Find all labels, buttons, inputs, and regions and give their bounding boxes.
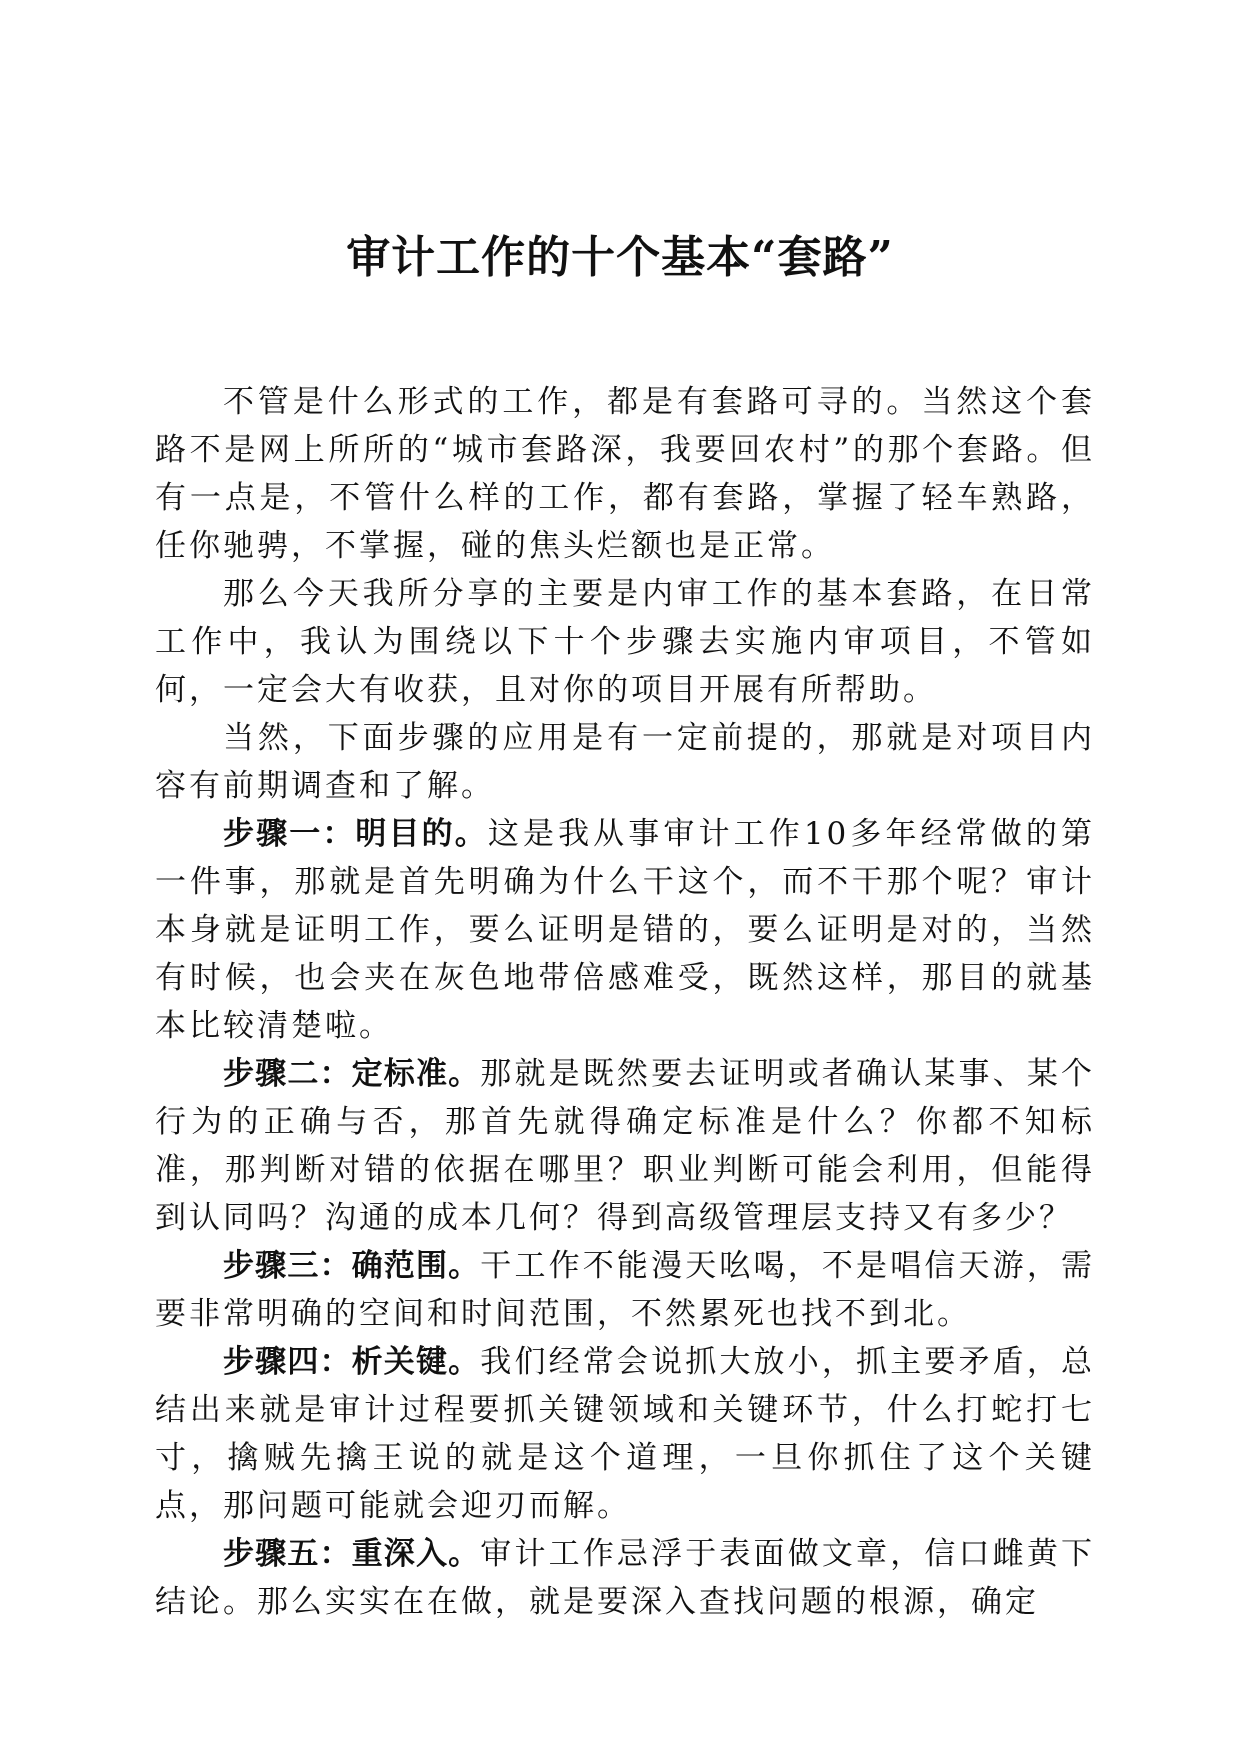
document-body <box>155 378 1095 1626</box>
step-paragraph-2 <box>155 1050 1095 1242</box>
step-label-3: 步骤三：确范围。 <box>223 1248 481 1284</box>
step-text-3: 干工作不能漫天吆喝，不是唱信天游，需要非常明确的空间和时间范围，不然累死也找不到北。 <box>155 1248 1095 1332</box>
step-label-4: 步骤四：析关键。 <box>223 1344 481 1380</box>
intro-paragraph-3: 当然，下面步骤的应用是有一定前提的，那就是对项目内容有前期调查和了解。 <box>155 720 1095 804</box>
step-paragraph-4 <box>155 1338 1095 1530</box>
step-paragraph-1 <box>155 810 1095 1050</box>
intro-paragraph-1: 不管是什么形式的工作，都是有套路可寻的。当然这个套路不是网上所所的“城市套路深，我要回农村”的那个套路。但有一点是，不管什么样的工作，都有套路，掌握了轻车熟路，任你驰骋，不掌握，碰的焦头烂额也是正常。 <box>155 384 1095 564</box>
intro-paragraph-2: 那么今天我所分享的主要是内审工作的基本套路，在日常工作中，我认为围绕以下十个步骤去实施内审项目，不管如何，一定会大有收获，且对你的项目开展有所帮助。 <box>155 576 1095 708</box>
step-text-4: 我们经常会说抓大放小，抓主要矛盾，总结出来就是审计过程要抓关键领域和关键环节，什么打蛇打七寸，擒贼先擒王说的就是这个道理，一旦你抓住了这个关键点，那问题可能就会迎刃而解。 <box>155 1344 1095 1524</box>
step-paragraph-5 <box>155 1530 1095 1626</box>
step-label-5: 步骤五：重深入。 <box>223 1536 481 1572</box>
step-label-1: 步骤一：明目的。 <box>223 816 488 852</box>
step-text-5: 审计工作忌浮于表面做文章，信口雌黄下结论。那么实实在在做，就是要深入查找问题的根源，确定 <box>155 1536 1095 1620</box>
step-text-2: 那就是既然要去证明或者确认某事、某个行为的正确与否，那首先就得确定标准是什么？你都不知标准，那判断对错的依据在哪里？职业判断可能会利用，但能得到认同吗？沟通的成本几何？得到高级管理层支持又有多少？ <box>155 1056 1095 1236</box>
document-title: 审计工作的十个基本“套路” <box>346 232 894 283</box>
step-text-1: 这是我从事审计工作10多年经常做的第一件事，那就是首先明确为什么干这个，而不干那个呢？审计本身就是证明工作，要么证明是错的，要么证明是对的，当然有时候，也会夹在灰色地带倍感难受，既然这样，那目的就基本比较清楚啦。 <box>155 816 1096 1044</box>
step-paragraph-3 <box>155 1242 1095 1338</box>
step-label-2: 步骤二：定标准。 <box>223 1056 481 1092</box>
